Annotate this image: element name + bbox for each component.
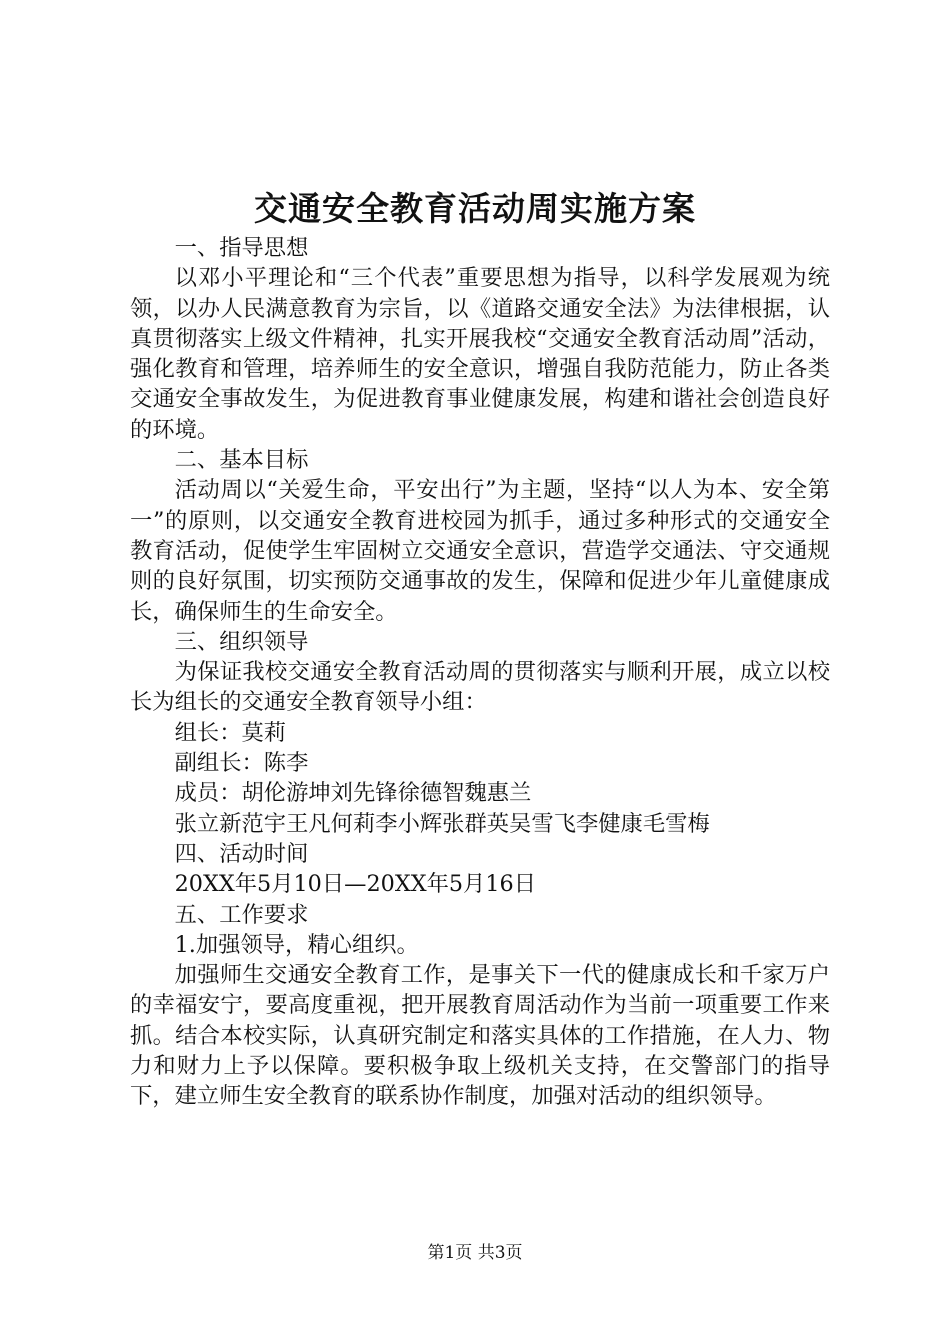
section-heading-work-requirements: 五、工作要求 — [174, 901, 309, 928]
paragraph-basic-goals: 活动周以“关爱生命，平安出行”为主题，坚持“以人为本、安全第一”的原则，以交通安全教育进校园为抓手，通过多种形式的交通安全教育活动，促使学生牢固树立交通安全意识，营造学交通法、守交通规则的良好氛围，切实预防交通事故的发生，保障和促进少年儿童健康成长，确保师生的生命安全。 — [130, 477, 830, 625]
document-body — [130, 233, 830, 1112]
page-footer: 第1页 共3页 — [427, 1243, 523, 1263]
activity-time-line: 20XX年5月10日—20XX年5月16日 — [174, 871, 537, 898]
document-title: 交通安全教育活动周实施方案 — [254, 189, 696, 228]
section-heading-basic-goals: 二、基本目标 — [174, 447, 309, 474]
deputy-leader-line: 副组长：陈李 — [174, 750, 309, 777]
section-heading-organization: 三、组织领导 — [174, 628, 309, 655]
members-line-continued: 张立新范宇王凡何莉李小辉张群英吴雪飞李健康毛雪梅 — [174, 810, 710, 837]
section-heading-activity-time: 四、活动时间 — [174, 840, 309, 867]
members-line: 成员：胡伦游坤刘先锋徐德智魏惠兰 — [174, 780, 532, 807]
paragraph-requirement-1: 加强师生交通安全教育工作，是事关下一代的健康成长和千家万户的幸福安宁，要高度重视，把开展教育周活动作为当前一项重要工作来抓。结合本校实际，认真研究制定和落实具体的工作措施，在人力、物力和财力上予以保障。要积极争取上级机关支持，在交警部门的指导下，建立师生安全教育的联系协作制度，加强对活动的组织领导。 — [130, 962, 830, 1110]
section-heading-guiding-ideology: 一、指导思想 — [174, 235, 309, 261]
paragraph-guiding-ideology: 以邓小平理论和“三个代表”重要思想为指导，以科学发展观为统领，以办人民满意教育为宗旨，以《道路交通安全法》为法律根据，认真贯彻落实上级文件精神，扎实开展我校“交通安全教育活动周”活动，强化教育和管理，培养师生的安全意识，增强自我防范能力，防止各类交通安全事故发生，为促进教育事业健康发展，构建和谐社会创造良好的环境。 — [130, 265, 830, 443]
requirement-item-1-heading: 1.加强领导，精心组织。 — [174, 931, 419, 958]
paragraph-organization: 为保证我校交通安全教育活动周的贯彻落实与顺利开展，成立以校长为组长的交通安全教育领导小组： — [130, 659, 830, 716]
team-leader-line: 组长：莫莉 — [174, 719, 287, 746]
